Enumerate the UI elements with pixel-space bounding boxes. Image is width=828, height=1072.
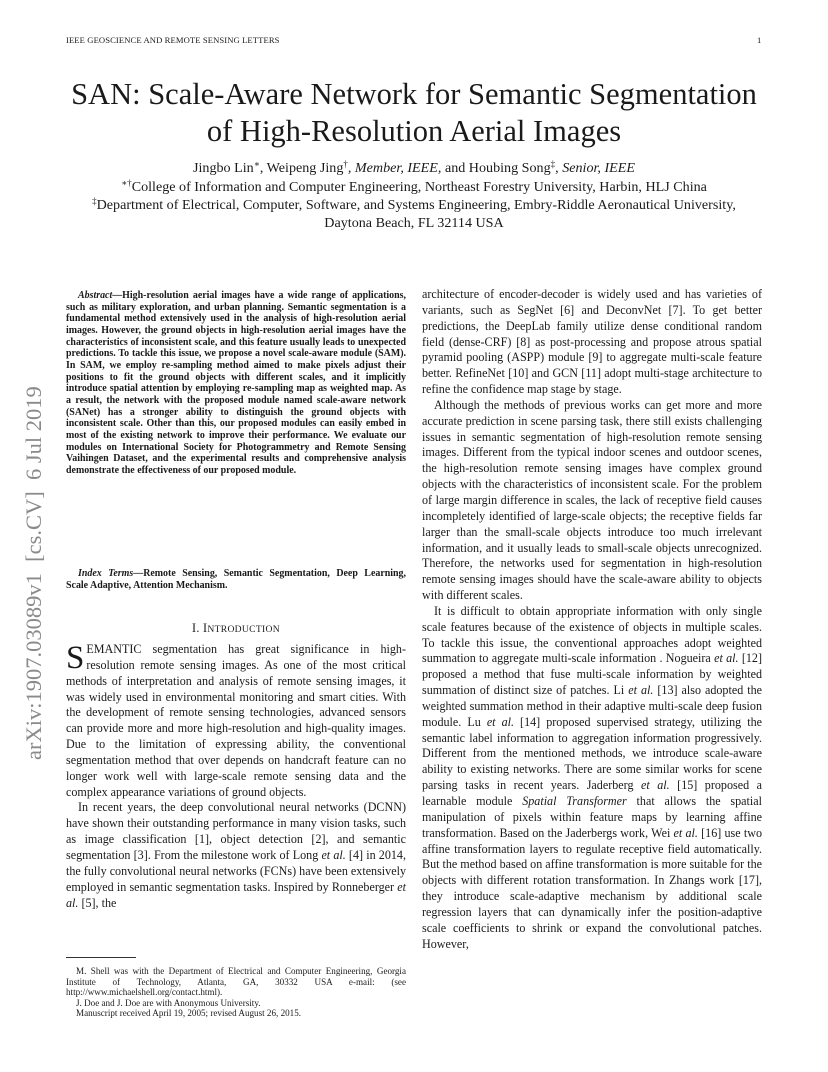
footnotes [66, 966, 406, 1019]
arxiv-identifier-text: arXiv:1907.03089v1 [cs.CV] 6 Jul 2019 [21, 386, 46, 760]
author-3-role: Senior, IEEE [562, 160, 635, 176]
paper-title: SAN: Scale-Aware Network for Semantic Segmentation of High-Resolution Aerial Images [71, 77, 757, 148]
paragraph: architecture of encoder-decoder is widely used and has varieties of variants, such as SegNet [6] and DeconvNet [7]. To get better predictions, the DeepLab family utilize dense conditional random field (dense-CRF) [8] as post-processing and propose atrous spatial pyramid pooling (ASPP) module [9] to aggregate multi-scale feature better. RefineNet [10] and GCN [11] adopt multi-stage architecture to refine the confidence map stage by stage. [422, 287, 762, 397]
author-2: , Weipeng Jing [259, 160, 344, 176]
abstract-text: —High-resolution aerial images have a wide range of applications, such as military exploration, and urban planning. Semantic segmentation is a fundamental method extensively used in the analysis of high-resolution aerial images. However, the ground objects in high-resolution aerial images have the characteristics of inconsistent scale, and this feature usually leads to unexpected predictions. To tackle this issue, we propose a novel scale-aware module (SAM). In SAM, we employ re-sampling method aimed to make pixels adjust their positions to fit the ground objects with different scales, and it implicitly introduce spatial attention by employing re-sampling map as weighted map. As a result, the network with the proposed module named scale-aware network (SANet) has a stronger ability to distinguish the ground objects with inconsistent scale. Other than this, our proposed modules can easily embed in most of the existing network to improve their performance. We evaluate our modules on International Society for Photogrammetry and Remote Sensing Vaihingen Dataset, and the experimental results and comprehensive analysis demonstrate the effectiveness of our proposed module. [66, 290, 406, 476]
paragraph: It is difficult to obtain appropriate information with only single scale features because of the existence of objects in multiple scales. To tackle this issue, the conventional approaches adopt weighted summation to aggregate multi-scale information . Nogueira et al. [12] proposed a method that fuse multi-scale information by weighted summation of distinct size of patches. Li et al. [13] also adopted the weighted summation method in their adaptive multi-scale deep fusion module. Lu et al. [14] proposed supervised strategy, utilizing the semantic label information to aggregation information progressively. Different from the mentioned methods, we introduce scale-aware ability to existing networks. There are some similar works for scene parsing tasks in recent years. Jaderberg et al. [15] proposed a learnable module Spatial Transformer that allows the spatial manipulation of pixels within feature maps by learning affine transformation. Based on the Jaderbergs work, Wei et al. [16] use two affine transformation layers to regulate receptive field automatically. But the method based on affine transformation is more suitable for the objects with different rotation transformation. In Zhangs work [17], they introduce scale-adaptive mechanism by additional scale regression layers that can dynamically infer the position-adaptive scale coefficients to shrink or expand the convolutional patches. However, [422, 603, 763, 951]
affiliation-2-address: Daytona Beach, FL 32114 USA [324, 215, 504, 231]
author-line: Jingbo Lin∗, Weipeng Jing†, Member, IEEE, and Houbing Song‡, Senior, IEEE [193, 159, 635, 176]
page-number: 1 [757, 35, 762, 45]
running-head: IEEE GEOSCIENCE AND REMOTE SENSING LETTERS [66, 35, 280, 45]
abstract-label: Abstract [78, 290, 113, 301]
affiliation-1: ∗†College of Information and Computer Engineering, Northeast Forestry University, Harbin, HLJ China [121, 178, 707, 195]
footnote: Manuscript received April 19, 2005; revised August 26, 2015. [76, 1008, 302, 1019]
footnote: M. Shell was with the Department of Electrical and Computer Engineering, Georgia Institute of Technology, Atlanta, GA, 30332 USA e-mail: (see http://www.michaelshell.org/contact.html). [66, 966, 406, 998]
drop-cap: S [66, 640, 85, 676]
paragraph: SEMANTIC segmentation has great significance in high-resolution remote sensing images. As one of the most critical methods of interpretation and analysis of remote sensing images, it was widely used in environmental monitoring and smart cities. With the development of remote sensing technologies, advanced sensors can provide more and more high-resolution and high-quality images. Due to the limitation of expressing ability, the conventional segmentation method that over depends on handcraft feature can no longer work well with large-scale remote sensing data and the complex appearance variations of ground objects. [66, 640, 406, 799]
paragraph: In recent years, the deep convolutional neural networks (DCNN) have shown their outstanding performance in many vision tasks, such as image classification [1], object detection [2], and semantic segmentation [3]. From the milestone work of Long et al. [4] in 2014, the fully convolutional neural networks (FCNs) have been extensively employed in semantic segmentation tasks. Inspired by Ronneberger et al. [5], the [66, 800, 406, 910]
abstract [66, 290, 406, 477]
arxiv-identifier-stamp [0, 0, 60, 1072]
right-column-body [422, 287, 762, 952]
author-1: Jingbo Lin [193, 160, 254, 176]
index-terms-text: —Remote Sensing, Semantic Segmentation, Deep Learning, Scale Adaptive, Attention Mechanism. [66, 568, 406, 591]
footnote: J. Doe and J. Doe are with Anonymous University. [76, 997, 261, 1008]
author-2-role: Member, IEEE [354, 160, 438, 176]
paragraph: Although the methods of previous works can get more and more accurate prediction in scene parsing task, there still exists challenging issues in semantic segmentation of high-resolution remote sensing images. Different from the typical indoor scenes and outdoor scenes, the high-resolution remote sensing images have complex ground objects with the characteristics of inconsistent scale. For the problem of large margin difference in scales, the lack of receptive field causes incompletely identified of large-scale objects; the receptive fields far larger than the small-scale objects introduce too much irrelevant information, and it usually leads to small-scale objects unrecognized. Therefore, the networks used for segmentation in high-resolution remote sensing images should have the scale-aware ability to objects with different scales. [422, 397, 762, 603]
left-column-body [66, 642, 406, 911]
index-terms-label: Index Terms [78, 568, 134, 579]
footnote-divider [66, 957, 136, 958]
author-3: , and Houbing Song [437, 160, 551, 176]
index-terms [66, 568, 406, 591]
affiliation-2: ‡Department of Electrical, Computer, Software, and Systems Engineering, Embry-Riddle Aeronautical University, [92, 196, 736, 213]
section-heading-introduction: I. INTRODUCTION [192, 621, 280, 635]
